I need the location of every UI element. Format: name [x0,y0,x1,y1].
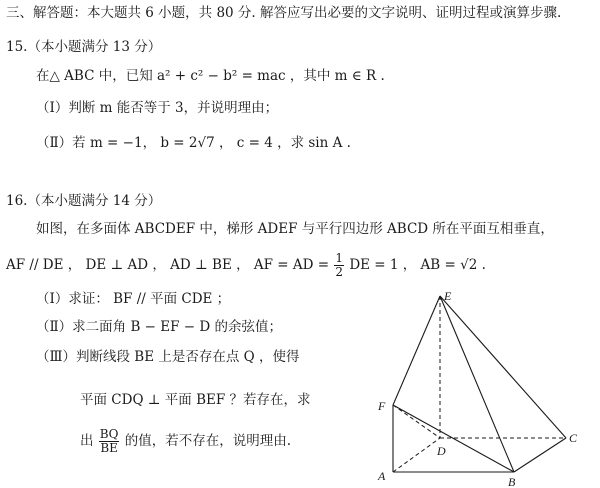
edge-ec [440,296,566,438]
fraction-numerator: BQ [99,427,119,441]
q16-stem1: 如图，在多面体 ABCDEF 中，梯形 ADEF 与平行四边形 ABCD 所在平面互相垂直， [36,221,554,237]
label-f: F [378,399,386,413]
edge-bc [514,438,566,472]
q16-part3-end-a: 出 [80,433,94,449]
fraction-denominator: 2 [335,265,344,279]
q15-part2: （Ⅱ）若 m = −1， b = 2√7 ， c = 4 ，求 sin A . [36,135,351,151]
edge-eb [440,296,514,472]
edge-fb [393,405,514,472]
q16-part3-cont: 平面 CDQ ⊥ 平面 BEF ？若存在，求 [80,392,311,408]
q15-stem: 在△ ABC 中，已知 a² + c² − b² = mac ，其中 m ∈ R . [36,68,385,84]
q16-part3: （Ⅲ）判断线段 BE 上是否存在点 Q ，使得 [36,349,300,365]
edge-ad [393,438,440,472]
q16-part2: （Ⅱ）求二面角 B − EF − D 的余弦值； [36,319,283,335]
label-a: A [378,469,386,483]
q16-part1: （Ⅰ）求证： BF // 平面 CDE ； [36,291,231,307]
q16-part3-end-b: 的值，若不存在，说明理由. [124,433,292,449]
fraction-numerator: 1 [335,251,344,265]
fraction-denominator: BE [100,441,118,455]
label-d: D [437,444,446,458]
edge-ef [393,296,440,405]
q16-title: 16.（本小题满分 14 分） [6,193,162,209]
label-c: C [569,431,578,445]
label-b: B [508,475,516,488]
label-e: E [444,289,452,303]
q15-title: 15.（本小题满分 13 分） [6,39,162,55]
edge-fd [393,405,440,438]
q15-part1: （Ⅰ）判断 m 能否等于 3，并说明理由； [36,100,279,116]
q16-stem2-b: DE = 1 ， AB = √2 . [349,257,486,273]
q16-stem2-a: AF // DE ， DE ⊥ AD ， AD ⊥ BE ， AF = AD = [6,257,330,273]
section-header: 三、解答题：本大题共 6 小题，共 80 分. 解答应写出必要的文字说明、证明过程或演算步骤. [6,5,562,21]
